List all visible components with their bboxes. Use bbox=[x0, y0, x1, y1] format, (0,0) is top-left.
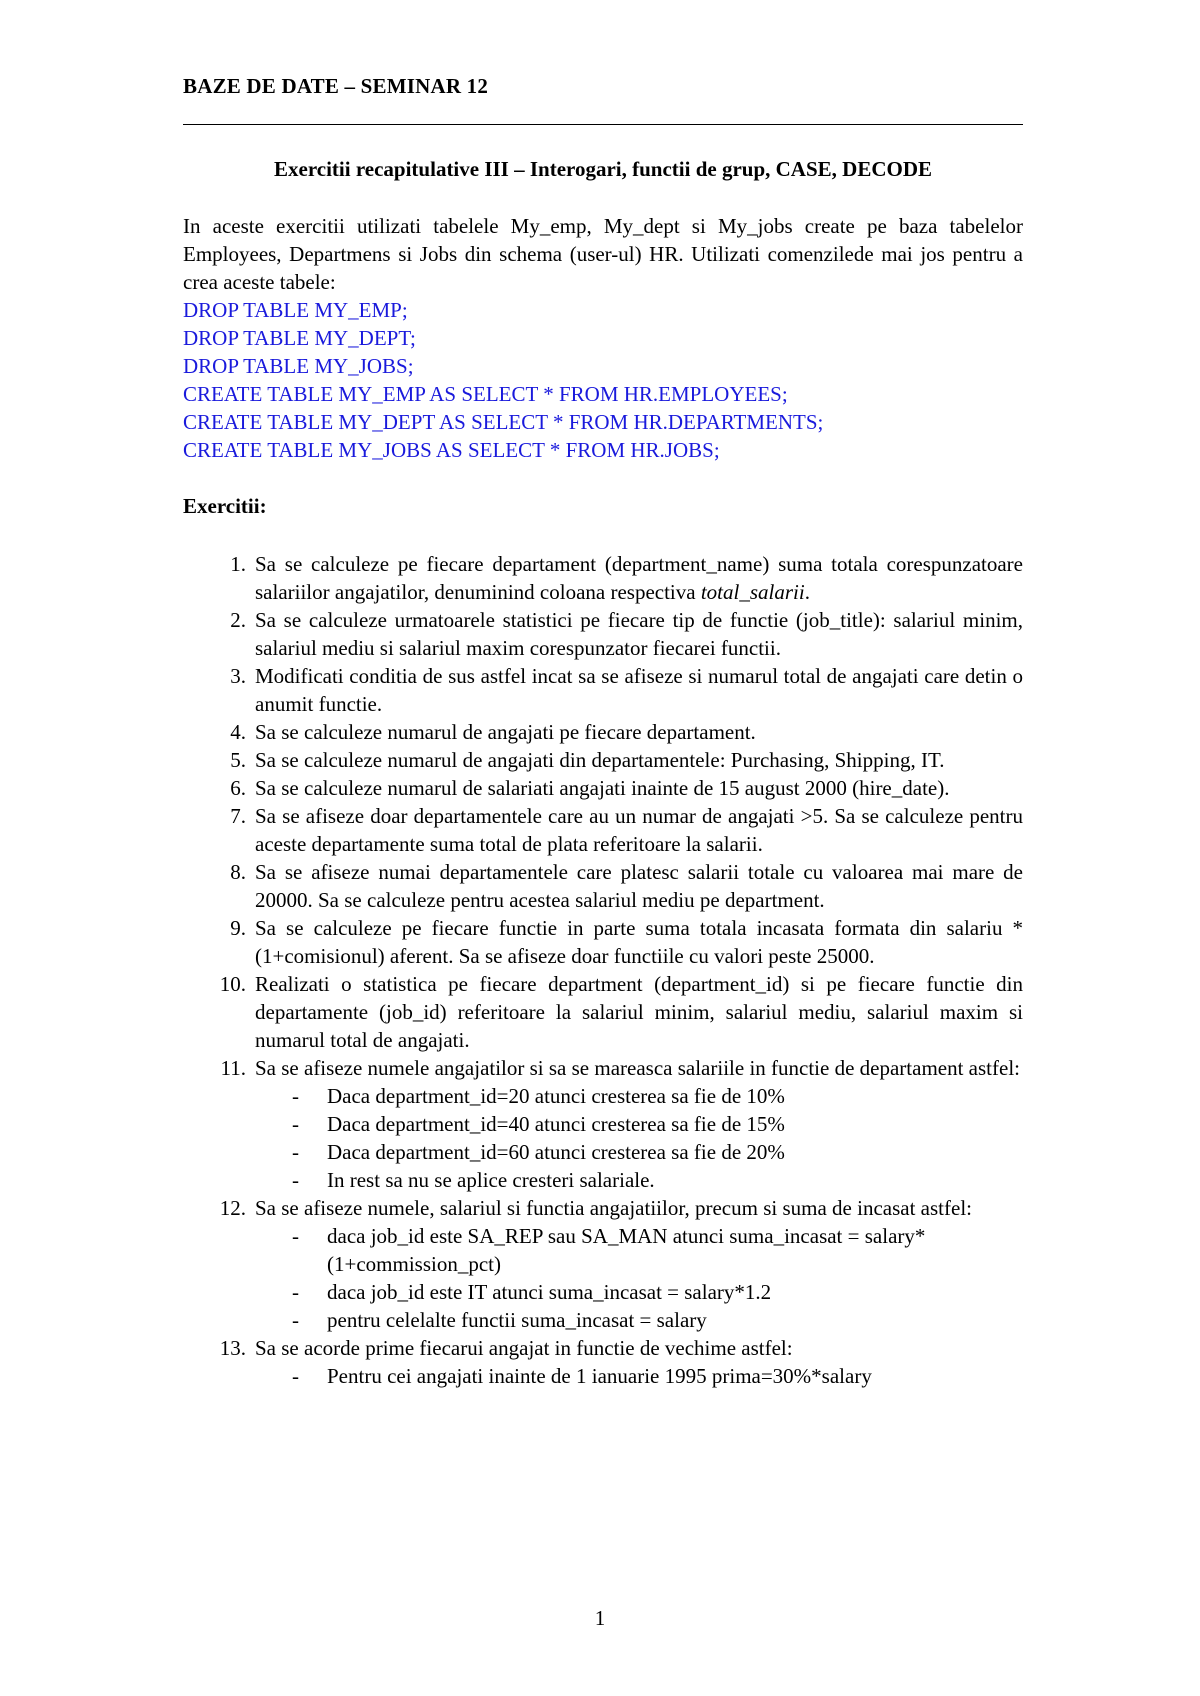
page-title: Exercitii recapitulative III – Interogari, functii de grup, CASE, DECODE bbox=[274, 157, 932, 181]
exercise-item bbox=[206, 606, 1023, 662]
code-line: DROP TABLE MY_JOBS; bbox=[183, 354, 414, 378]
sub-item-text: pentru celelalte functii suma_incasat = salary bbox=[327, 1308, 707, 1332]
exercise-item bbox=[206, 718, 1023, 746]
exercise-number: 3. bbox=[230, 664, 246, 688]
exercise-text: Sa se acorde prime fiecarui angajat in functie de vechime astfel: bbox=[255, 1336, 793, 1360]
exercise-italic-term: total_salarii bbox=[700, 580, 805, 604]
exercise-item bbox=[206, 774, 1023, 802]
dash-bullet: - bbox=[292, 1140, 299, 1164]
sub-item bbox=[206, 1082, 1023, 1110]
exercise-item bbox=[206, 858, 1023, 914]
exercise-number: 9. bbox=[230, 916, 246, 940]
sub-item bbox=[206, 1306, 1023, 1334]
header-divider bbox=[183, 124, 1023, 125]
sub-item-text: daca job_id este SA_REP sau SA_MAN atunci suma_incasat = salary*(1+commission_pct) bbox=[327, 1224, 926, 1276]
exercise-text: Sa se calculeze urmatoarele statistici pe fiecare tip de functie (job_title): salariul minim, salariul mediu si salariul maxim corespunzator fiecarei functii. bbox=[255, 608, 1023, 660]
exercise-list bbox=[206, 550, 1023, 1390]
exercise-number: 4. bbox=[230, 720, 246, 744]
exercise-number: 13. bbox=[219, 1336, 246, 1360]
exercise-item bbox=[206, 1334, 1023, 1362]
dash-bullet: - bbox=[292, 1112, 299, 1136]
exercise-text-end: . bbox=[804, 580, 810, 604]
sub-item bbox=[206, 1166, 1023, 1194]
intro-paragraph: In aceste exercitii utilizati tabelele My_emp, My_dept si My_jobs create pe baza tabelelor Employees, Departmens si Jobs din schema (user-ul) HR. Utilizati comenzilede mai jos pentru a crea aceste tabele: bbox=[183, 214, 1023, 294]
exercise-text: Sa se calculeze pe fiecare functie in parte suma totala incasata formata din salariu * (1+comisionul) aferent. Sa se afiseze doar functiile cu valori peste 25000. bbox=[255, 916, 1023, 968]
exercise-number: 6. bbox=[230, 776, 246, 800]
exercise-number: 1. bbox=[230, 552, 246, 576]
code-line: CREATE TABLE MY_DEPT AS SELECT * FROM HR.DEPARTMENTS; bbox=[183, 410, 824, 434]
exercise-number: 7. bbox=[230, 804, 246, 828]
sub-item-text: In rest sa nu se aplice cresteri salariale. bbox=[327, 1168, 655, 1192]
exercise-item bbox=[206, 970, 1023, 1054]
exercise-item bbox=[206, 746, 1023, 774]
dash-bullet: - bbox=[292, 1308, 299, 1332]
code-line: DROP TABLE MY_DEPT; bbox=[183, 326, 416, 350]
sub-item bbox=[206, 1362, 1023, 1390]
exercise-item bbox=[206, 914, 1023, 970]
exercise-item bbox=[206, 802, 1023, 858]
exercise-item bbox=[206, 1054, 1023, 1082]
sub-item bbox=[206, 1222, 1023, 1278]
exercise-number: 10. bbox=[219, 972, 246, 996]
code-line: CREATE TABLE MY_JOBS AS SELECT * FROM HR.JOBS; bbox=[183, 438, 720, 462]
exercise-text: Sa se afiseze numai departamentele care platesc salarii totale cu valoarea mai mare de 20000. Sa se calculeze pentru acestea salariul mediu pe department. bbox=[255, 860, 1023, 912]
dash-bullet: - bbox=[292, 1084, 299, 1108]
dash-bullet: - bbox=[292, 1168, 299, 1192]
dash-bullet: - bbox=[292, 1280, 299, 1304]
exercise-text: Modificati conditia de sus astfel incat sa se afiseze si numarul total de angajati care detin o anumit functie. bbox=[255, 664, 1023, 716]
sub-item-text: daca job_id este IT atunci suma_incasat = salary*1.2 bbox=[327, 1280, 772, 1304]
exercise-text: Realizati o statistica pe fiecare department (department_id) si pe fiecare functie din departamente (job_id) referitoare la salariul minim, salariul mediu, salariul maxim si numarul total de angajati. bbox=[255, 972, 1023, 1052]
exercise-text: Sa se calculeze numarul de salariati angajati inainte de 15 august 2000 (hire_date). bbox=[255, 776, 950, 800]
document-header: BAZE DE DATE – SEMINAR 12 bbox=[183, 74, 489, 98]
sub-item-text: Pentru cei angajati inainte de 1 ianuarie 1995 prima=30%*salary bbox=[327, 1364, 872, 1388]
exercises-heading: Exercitii: bbox=[183, 494, 267, 518]
exercise-item bbox=[206, 550, 1023, 606]
exercise-number: 11. bbox=[220, 1056, 246, 1080]
exercise-text: Sa se afiseze numele angajatilor si sa se mareasca salariile in functie de departament astfel: bbox=[255, 1056, 1020, 1080]
sql-code-block bbox=[183, 296, 823, 464]
exercise-text: Sa se afiseze numele, salariul si functia angajatiilor, precum si suma de incasat astfel: bbox=[255, 1196, 972, 1220]
dash-bullet: - bbox=[292, 1224, 299, 1248]
exercise-item bbox=[206, 662, 1023, 718]
exercise-item bbox=[206, 1194, 1023, 1222]
sub-item bbox=[206, 1138, 1023, 1166]
sub-item bbox=[206, 1278, 1023, 1306]
code-line: DROP TABLE MY_EMP; bbox=[183, 298, 408, 322]
sub-item-text: Daca department_id=60 atunci cresterea sa fie de 20% bbox=[327, 1140, 785, 1164]
sub-item bbox=[206, 1110, 1023, 1138]
exercise-number: 12. bbox=[219, 1196, 246, 1220]
exercise-number: 5. bbox=[230, 748, 246, 772]
page-number: 1 bbox=[594, 1606, 606, 1630]
exercise-number: 8. bbox=[230, 860, 246, 884]
exercise-text: Sa se afiseze doar departamentele care au un numar de angajati >5. Sa se calculeze pentru aceste departamente suma total de plata referitoare la salarii. bbox=[255, 804, 1023, 856]
code-line: CREATE TABLE MY_EMP AS SELECT * FROM HR.EMPLOYEES; bbox=[183, 382, 788, 406]
sub-item-text: Daca department_id=40 atunci cresterea sa fie de 15% bbox=[327, 1112, 785, 1136]
exercise-number: 2. bbox=[230, 608, 246, 632]
exercise-text: Sa se calculeze numarul de angajati din departamentele: Purchasing, Shipping, IT. bbox=[255, 748, 945, 772]
sub-item-text: Daca department_id=20 atunci cresterea sa fie de 10% bbox=[327, 1084, 785, 1108]
dash-bullet: - bbox=[292, 1364, 299, 1388]
exercise-text: Sa se calculeze numarul de angajati pe fiecare departament. bbox=[255, 720, 756, 744]
exercise-text: Sa se calculeze pe fiecare departament (department_name) suma totala corespunzatoare salariilor angajatilor, denuminind coloana respectiva bbox=[255, 552, 1023, 604]
